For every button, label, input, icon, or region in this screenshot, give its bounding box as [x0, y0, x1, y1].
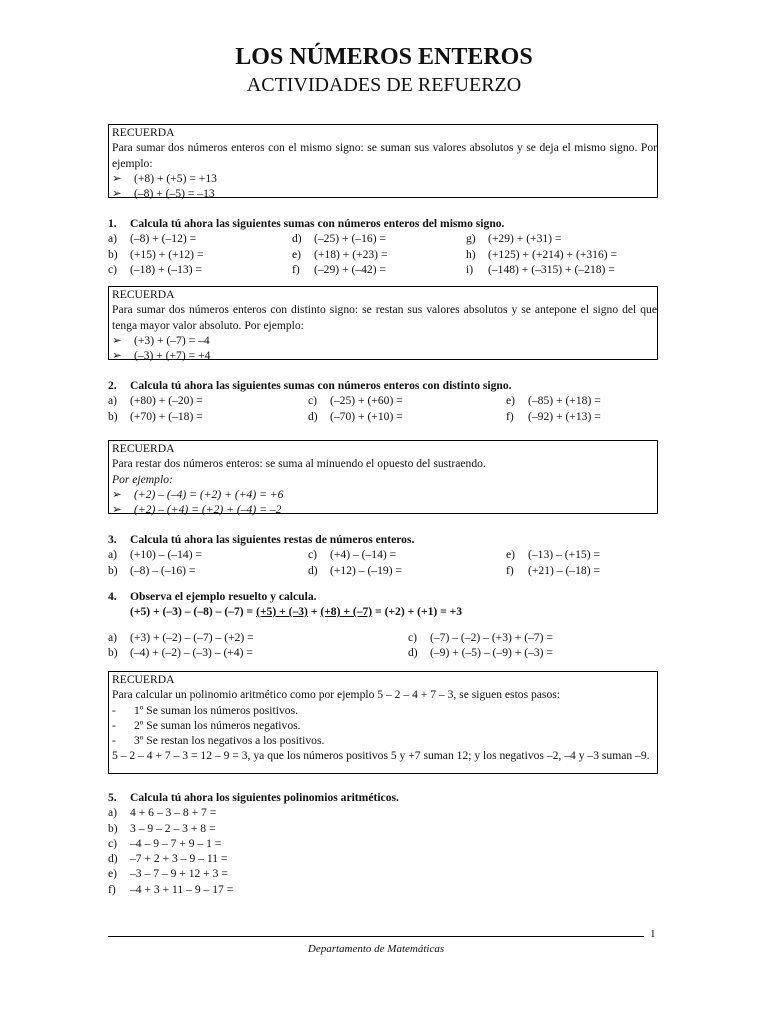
example-line [112, 502, 657, 517]
exercise-item [506, 409, 601, 424]
item-expression: (–85) + (+18) = [528, 394, 601, 408]
exercise-row [108, 262, 668, 277]
exercise-item [108, 563, 195, 578]
arrow-bullet-icon: ➢ [112, 503, 122, 517]
exercise-item [108, 262, 202, 277]
step-text: 3º Se restan los negativos a los positivos. [134, 734, 325, 748]
item-label: b) [108, 563, 118, 577]
exercise-item [108, 805, 216, 820]
example-start: (+5) + (–3) – (–8) – (–7) = [130, 605, 257, 618]
item-expression: (+12) – (–19) = [330, 563, 402, 577]
item-label: b) [108, 247, 118, 261]
item-expression: (–4) + (–2) – (–3) – (+4) = [130, 646, 253, 660]
question-text: Calcula tú ahora los siguientes polinomios aritméticos. [130, 791, 399, 804]
worked-example-equation [130, 605, 462, 618]
item-expression: (–8) + (–12) = [130, 232, 197, 246]
item-expression: –4 + 3 + 11 – 9 – 17 = [130, 882, 234, 896]
item-expression: (–92) + (+13) = [528, 409, 601, 423]
dash-bullet: - [112, 718, 116, 732]
item-label: b) [108, 646, 118, 660]
exercise-item [108, 630, 254, 645]
exercise-row [108, 866, 668, 881]
exercise-item [308, 393, 403, 408]
item-expression: (–7) – (–2) – (+3) + (–7) = [430, 631, 553, 644]
question-5 [108, 790, 668, 897]
item-label: a) [108, 232, 118, 246]
example-text: (–8) + (–5) = –13 [134, 187, 215, 201]
item-label: a) [108, 631, 118, 644]
recuerda-box-2 [108, 286, 658, 363]
box-text: Para sumar dos números enteros con distinto signo: se restan sus valores absolutos y se antepone el signo del que tenga mayor valor absoluto. Por ejemplo: [112, 303, 657, 332]
exercise-row [108, 231, 668, 246]
item-expression: (+18) + (+23) = [314, 247, 388, 261]
exercise-item [466, 231, 561, 246]
item-expression: –4 – 9 – 7 + 9 – 1 = [130, 836, 222, 850]
question-number: 5. [108, 791, 117, 804]
item-label: f) [292, 262, 300, 276]
item-expression: (+21) – (–18) = [528, 563, 600, 577]
question-heading [108, 790, 668, 805]
box-text: Para calcular un polinomio aritmético como por ejemplo 5 – 2 – 4 + 7 – 3, se siguen estos pasos: [112, 688, 560, 702]
arrow-bullet-icon: ➢ [112, 187, 122, 201]
exercise-item [466, 247, 617, 262]
box-label: RECUERDA [112, 288, 175, 301]
example-line [112, 333, 657, 348]
item-label: d) [108, 852, 118, 866]
exercise-row [108, 821, 668, 836]
step-line [112, 703, 657, 718]
question-heading [108, 378, 668, 393]
recuerda-box-4 [108, 671, 658, 774]
item-expression: 3 – 9 – 2 – 3 + 8 = [130, 821, 216, 835]
exercise-item [292, 247, 387, 262]
example-text: (–3) + (+7) = +4 [134, 349, 211, 363]
item-expression: (–13) – (+15) = [528, 548, 600, 562]
box-text: Para sumar dos números enteros con el mismo signo: se suman sus valores absolutos y se deja el mismo signo. Por ejemplo: [112, 141, 657, 170]
example-plus: + [307, 605, 321, 618]
item-expression: (–70) + (+10) = [330, 409, 403, 423]
item-label: a) [108, 548, 118, 562]
question-3 [108, 532, 668, 578]
worked-example [108, 604, 668, 619]
item-label: i) [466, 262, 474, 276]
exercise-item [108, 645, 253, 660]
exercise-item [506, 563, 600, 578]
item-label: b) [108, 409, 118, 423]
question-number: 1. [108, 217, 117, 230]
item-label: c) [108, 836, 118, 850]
exercise-item [108, 882, 233, 897]
exercise-row [108, 393, 668, 408]
exercise-item [108, 821, 216, 836]
question-4-items [108, 630, 668, 661]
exercise-item [506, 547, 600, 562]
step-line [112, 718, 657, 733]
dash-bullet: - [112, 734, 116, 748]
question-number: 2. [108, 379, 117, 392]
exercise-row [108, 882, 668, 897]
example-text: (+8) + (+5) = +13 [134, 171, 217, 185]
box-label: RECUERDA [112, 673, 175, 686]
box-intro: Por ejemplo: [112, 472, 173, 486]
box-text: Para restar dos números enteros: se suma al minuendo el opuesto del sustraendo. [112, 457, 486, 471]
example-line [112, 487, 657, 502]
item-expression: (+70) + (–18) = [130, 409, 203, 423]
exercise-item [108, 866, 228, 881]
exercise-item [308, 563, 402, 578]
item-label: c) [308, 548, 318, 562]
arrow-bullet-icon: ➢ [112, 349, 122, 363]
box-conclusion: 5 – 2 – 4 + 7 – 3 = 12 – 9 = 3, ya que los números positivos 5 y +7 suman 12; y los negativos –2, –4 y –3 suman –9. [112, 749, 650, 763]
step-text: 2º Se suman los números negativos. [134, 718, 301, 732]
item-label: c) [408, 631, 418, 644]
item-expression: (–25) + (–16) = [314, 232, 386, 246]
question-2 [108, 378, 668, 424]
question-1 [108, 216, 668, 277]
exercise-row [108, 547, 668, 562]
recuerda-box-3 [108, 440, 658, 517]
exercise-item [108, 231, 196, 246]
example-text: (+2) – (–4) = (+2) + (+4) = +6 [134, 487, 284, 501]
exercise-item [506, 393, 601, 408]
item-label: h) [466, 247, 476, 261]
item-expression: (+4) – (–14) = [330, 548, 397, 562]
item-label: d) [308, 409, 318, 423]
example-result: = (+2) + (+1) = +3 [372, 605, 463, 618]
box-label: RECUERDA [112, 442, 175, 455]
footer-divider [108, 936, 644, 937]
step-text: 1º Se suman los números positivos. [134, 703, 298, 717]
question-text: Calcula tú ahora las siguientes sumas con números enteros con distinto signo. [130, 379, 512, 392]
question-heading [108, 216, 668, 231]
item-expression: (+80) + (–20) = [130, 394, 203, 408]
item-expression: (+3) + (–2) – (–7) – (+2) = [130, 631, 254, 644]
item-label: d) [408, 646, 418, 660]
item-expression: (+29) + (+31) = [488, 232, 562, 246]
dash-bullet: - [112, 703, 116, 717]
item-expression: (–8) – (–16) = [130, 563, 196, 577]
arrow-bullet-icon: ➢ [112, 333, 122, 347]
footer-department: Departamento de Matemáticas [307, 943, 445, 955]
exercise-row [108, 630, 668, 645]
exercise-row [108, 409, 668, 424]
exercise-row [108, 645, 668, 660]
question-number: 4. [108, 590, 117, 603]
exercise-item [308, 409, 403, 424]
exercise-row [108, 563, 668, 578]
exercise-item [308, 547, 396, 562]
exercise-item [292, 231, 386, 246]
item-expression: (–25) + (+60) = [330, 394, 403, 408]
question-heading [108, 589, 668, 604]
question-number: 3. [108, 533, 117, 546]
step-line [112, 733, 657, 748]
item-label: e) [506, 548, 516, 562]
exercise-item [108, 836, 221, 851]
exercise-item [108, 409, 203, 424]
exercise-item [108, 393, 203, 408]
item-expression: (+15) + (+12) = [130, 247, 204, 261]
item-label: g) [466, 232, 476, 246]
item-label: c) [308, 394, 318, 408]
item-label: b) [108, 821, 118, 835]
exercise-row [108, 805, 668, 820]
item-label: e) [506, 394, 516, 408]
exercise-item [466, 262, 615, 277]
exercise-item [292, 262, 386, 277]
exercise-item [108, 547, 202, 562]
item-label: f) [108, 882, 116, 896]
exercise-row [108, 851, 668, 866]
example-line [112, 186, 657, 201]
exercise-item [408, 645, 553, 660]
item-expression: (+10) – (–14) = [130, 548, 202, 562]
item-expression: (+125) + (+214) + (+316) = [488, 247, 618, 261]
question-4 [108, 589, 668, 604]
item-label: d) [308, 563, 318, 577]
item-label: a) [108, 806, 118, 820]
item-expression: –3 – 7 – 9 + 12 + 3 = [130, 867, 228, 881]
example-line [112, 171, 657, 186]
box-label: RECUERDA [112, 126, 175, 139]
item-label: f) [506, 563, 514, 577]
question-text: Calcula tú ahora las siguientes restas de números enteros. [130, 533, 415, 546]
example-line [112, 348, 657, 363]
exercise-item [408, 630, 553, 645]
exercise-item [108, 851, 227, 866]
item-label: e) [292, 247, 302, 261]
item-expression: (–29) + (–42) = [314, 262, 386, 276]
exercise-row [108, 836, 668, 851]
item-expression: 4 + 6 – 3 – 8 + 7 = [130, 806, 217, 820]
example-text: (+3) + (–7) = –4 [134, 333, 210, 347]
item-expression: (–148) + (–315) + (–218) = [488, 262, 615, 276]
item-label: c) [108, 262, 118, 276]
example-text: (+2) – (+4) = (+2) + (–4) = –2 [134, 503, 282, 517]
exercise-row [108, 247, 668, 262]
arrow-bullet-icon: ➢ [112, 171, 122, 185]
item-expression: (–18) + (–13) = [130, 262, 202, 276]
question-text: Calcula tú ahora las siguientes sumas con números enteros del mismo signo. [130, 217, 505, 230]
exercise-item [108, 247, 203, 262]
arrow-bullet-icon: ➢ [112, 487, 122, 501]
item-expression: (–9) + (–5) – (–9) + (–3) = [430, 646, 553, 660]
item-label: e) [108, 867, 118, 881]
item-label: f) [506, 409, 514, 423]
page-title: LOS NÚMEROS ENTEROS [235, 44, 533, 70]
item-expression: –7 + 2 + 3 – 9 – 11 = [130, 852, 228, 866]
item-label: a) [108, 394, 118, 408]
page-number: 1 [650, 928, 656, 940]
example-group-underlined: (+5) + (–3) [256, 605, 308, 618]
page-subtitle: ACTIVIDADES DE REFUERZO [246, 74, 522, 96]
recuerda-box-1 [108, 124, 658, 201]
question-heading [108, 532, 668, 547]
item-label: d) [292, 232, 302, 246]
question-text: Observa el ejemplo resuelto y calcula. [130, 590, 317, 603]
example-group-underlined: (+8) + (–7) [320, 605, 373, 618]
